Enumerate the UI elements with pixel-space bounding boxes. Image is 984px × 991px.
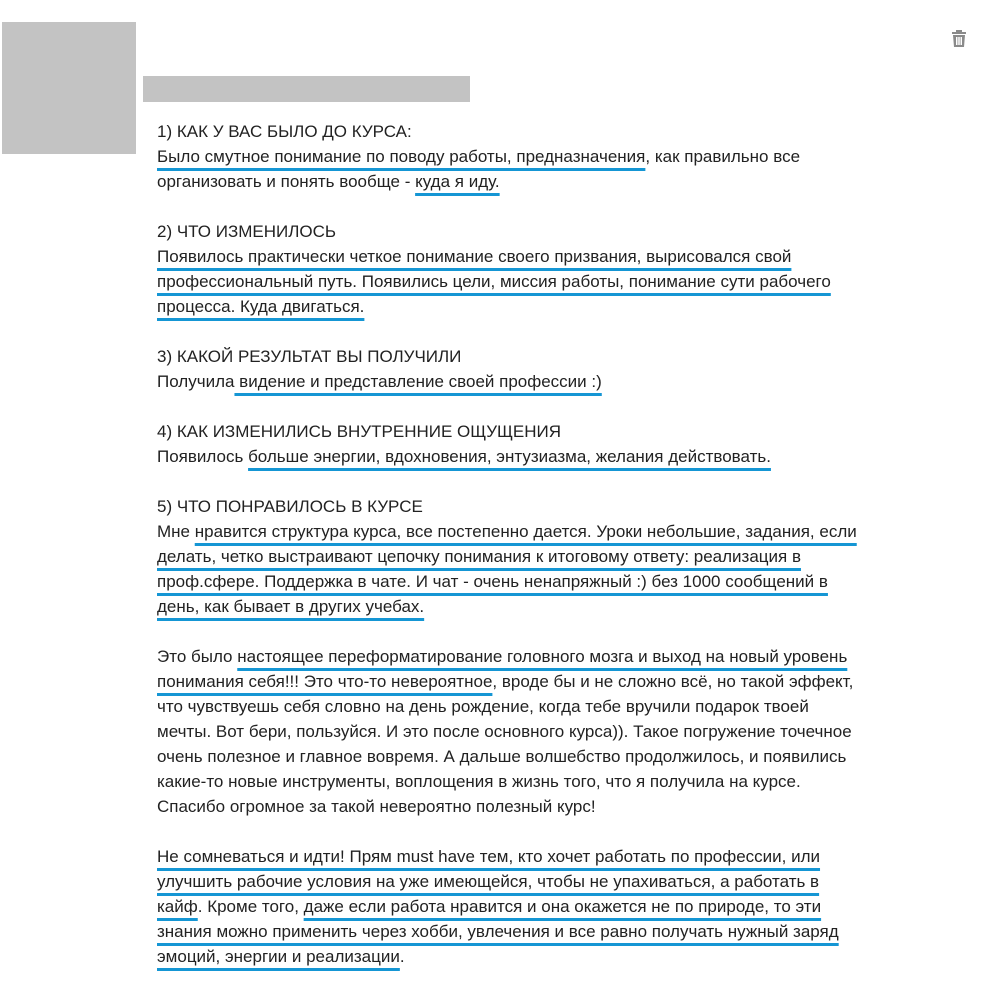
text-segment: организовать и понять вообще - [157,172,416,191]
review-line [157,244,957,269]
review-line [157,569,957,594]
text-segment: Мне [157,522,195,541]
highlighted-text: кайф [157,897,198,916]
highlighted-text: куда я иду. [415,172,500,191]
review-line [157,294,957,319]
text-segment: . Кроме того, [197,897,304,916]
highlighted-text: делать, четко выстраивают цепочку понимания к итоговому ответу: реализация в [157,547,801,566]
review-line [157,644,957,669]
review-line [157,744,957,769]
review-text [157,119,957,969]
highlighted-text: Не сомневаться и идти! Прям must have тем, кто хочет работать по профессии, или [157,847,821,866]
text-segment: какие-то новые инструменты, воплощения в жизнь того, что я получила на курсе. [157,772,801,791]
review-line [157,119,957,144]
review-line [157,419,957,444]
highlighted-text: профессиональный путь. Появились цели, миссия работы, понимание сути рабочего [157,272,831,291]
text-segment: что чувствуешь себя словно на день рождение, когда тебе вручили подарок твоей [157,697,809,716]
text-segment: Спасибо огромное за такой невероятно полезный курс! [157,797,596,816]
text-segment: 5) ЧТО ПОНРАВИЛОСЬ В КУРСЕ [157,497,423,516]
review-line [157,594,957,619]
review-line [157,344,957,369]
avatar [2,22,136,154]
review-line [157,369,957,394]
text-segment: Появилось [157,447,249,466]
highlighted-text: понимания себя!!! Это что-то невероятное [157,672,493,691]
delete-button[interactable] [948,28,970,50]
text-segment: , вроде бы и не сложно всё, но такой эффект, [492,672,854,691]
paragraph-gap [157,469,957,494]
highlighted-text: знания можно применить через хобби, увлечения и все равно получать нужный заряд [157,922,839,941]
review-line [157,869,957,894]
highlighted-text: настоящее переформатирование головного мозга и выход на новый уровень [237,647,848,666]
highlighted-text: процесса. Куда двигаться. [157,297,365,316]
paragraph-gap [157,619,957,644]
paragraph-gap [157,319,957,344]
highlighted-text: видение и представление своей профессии :) [234,372,602,391]
text-segment: мечты. Вот бери, пользуйся. И это после основного курса)). Такое погружение точечное [157,722,852,741]
review-line [157,769,957,794]
text-segment: Получила [157,372,235,391]
review-line [157,269,957,294]
review-line [157,169,957,194]
paragraph-gap [157,194,957,219]
review-line [157,444,957,469]
review-line [157,944,957,969]
highlighted-text: больше энергии, вдохновения, энтузиазма, желания действовать. [248,447,771,466]
review-line [157,894,957,919]
text-segment: 3) КАКОЙ РЕЗУЛЬТАТ ВЫ ПОЛУЧИЛИ [157,347,462,366]
review-line [157,519,957,544]
review-line [157,844,957,869]
review-line [157,669,957,694]
review-line [157,719,957,744]
highlighted-text: улучшить рабочие условия на уже имеющейся, чтобы не упахиваться, а работать в [157,872,820,891]
highlighted-text: даже если работа нравится и она окажется не по природе, то эти [303,897,822,916]
text-segment: 4) КАК ИЗМЕНИЛИСЬ ВНУТРЕННИЕ ОЩУЩЕНИЯ [157,422,562,441]
highlighted-text: нравится структура курса, все постепенно дается. Уроки небольшие, задания, если [194,522,857,541]
review-line [157,219,957,244]
highlighted-text: день, как бывает в других учебах. [157,597,425,616]
text-segment: 2) ЧТО ИЗМЕНИЛОСЬ [157,222,337,241]
review-line [157,494,957,519]
text-segment: . [399,947,405,966]
text-segment: очень полезное и главное вовремя. А дальше волшебство продолжилось, и появились [157,747,847,766]
text-segment: 1) КАК У ВАС БЫЛО ДО КУРСА: [157,122,412,141]
review-line [157,919,957,944]
text-segment: Это было [157,647,238,666]
author-name-placeholder [143,76,470,102]
review-line [157,144,957,169]
highlighted-text: Было смутное понимание по поводу работы, предназначения [157,147,646,166]
highlighted-text: проф.сфере. Поддержка в чате. И чат - очень ненапряжный :) без 1000 сообщений в [157,572,828,591]
text-segment: , как правильно все [645,147,801,166]
paragraph-gap [157,819,957,844]
review-line [157,694,957,719]
highlighted-text: Появилось практически четкое понимание своего призвания, вырисовался свой [157,247,792,266]
trash-icon [948,28,970,50]
paragraph-gap [157,394,957,419]
review-line [157,544,957,569]
review-line [157,794,957,819]
highlighted-text: эмоций, энергии и реализации [157,947,400,966]
